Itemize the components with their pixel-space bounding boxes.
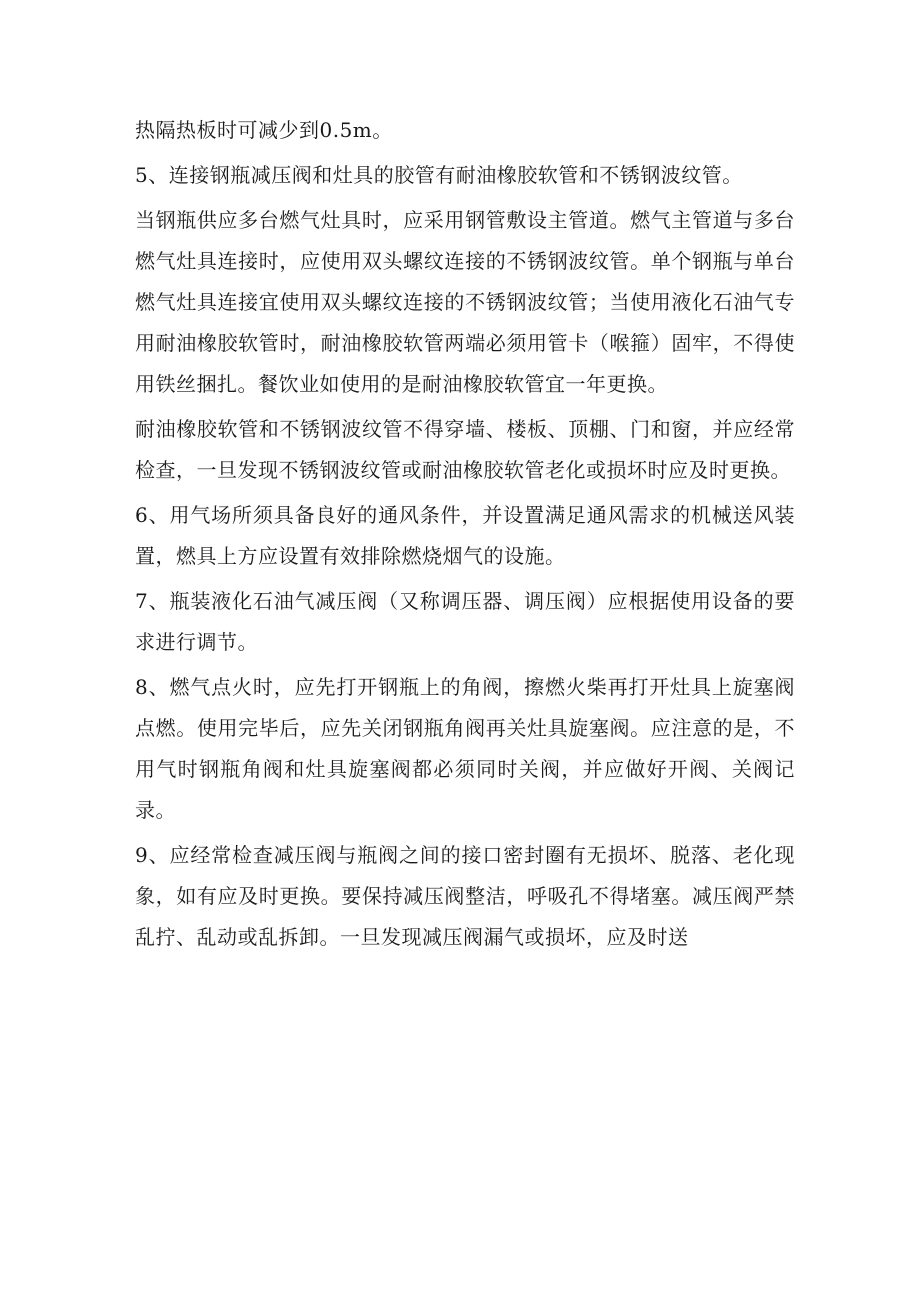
paragraph-item-6: 6、用气场所须具备良好的通风条件，并设置满足通风需求的机械送风装置，燃具上方应设置有效排除燃烧烟气的设施。 bbox=[135, 503, 795, 568]
paragraph-item-5: 5、连接钢瓶减压阀和灶具的胶管有耐油橡胶软管和不锈钢波纹管。 bbox=[135, 163, 743, 187]
paragraph-item-7: 7、瓶装液化石油气减压阀（又称调压器、调压阀）应根据使用设备的要求进行调节。 bbox=[135, 589, 795, 654]
document-body bbox=[135, 110, 795, 962]
paragraph-continuation: 热隔热板时可减少到0.5m。 bbox=[135, 118, 393, 142]
paragraph-item-5-detail: 当钢瓶供应多台燃气灶具时，应采用钢管敷设主管道。燃气主管道与多台燃气灶具连接时，应使用双头螺纹连接的不锈钢波纹管。单个钢瓶与单台燃气灶具连接宜使用双头螺纹连接的不锈钢波纹管；当使用液化石油气专用耐油橡胶软管时，耐油橡胶软管两端必须用管卡（喉箍）固牢，不得使用铁丝捆扎。餐饮业如使用的是耐油橡胶软管宜一年更换。 bbox=[135, 208, 795, 396]
paragraph-item-9: 9、应经常检查减压阀与瓶阀之间的接口密封圈有无损坏、脱落、老化现象，如有应及时更换。要保持减压阀整洁，呼吸孔不得堵塞。减压阀严禁乱拧、乱动或乱拆卸。一旦发现减压阀漏气或损坏，应及时送 bbox=[135, 843, 795, 949]
paragraph-item-8: 8、燃气点火时，应先打开钢瓶上的角阀，擦燃火柴再打开灶具上旋塞阀点燃。使用完毕后，应先关闭钢瓶角阀再关灶具旋塞阀。应注意的是，不用气时钢瓶角阀和灶具旋塞阀都必须同时关阀，并应做好开阀、关阀记录。 bbox=[135, 675, 795, 822]
paragraph-item-5-note: 耐油橡胶软管和不锈钢波纹管不得穿墙、楼板、顶棚、门和窗，并应经常检查，一旦发现不锈钢波纹管或耐油橡胶软管老化或损坏时应及时更换。 bbox=[135, 417, 795, 482]
